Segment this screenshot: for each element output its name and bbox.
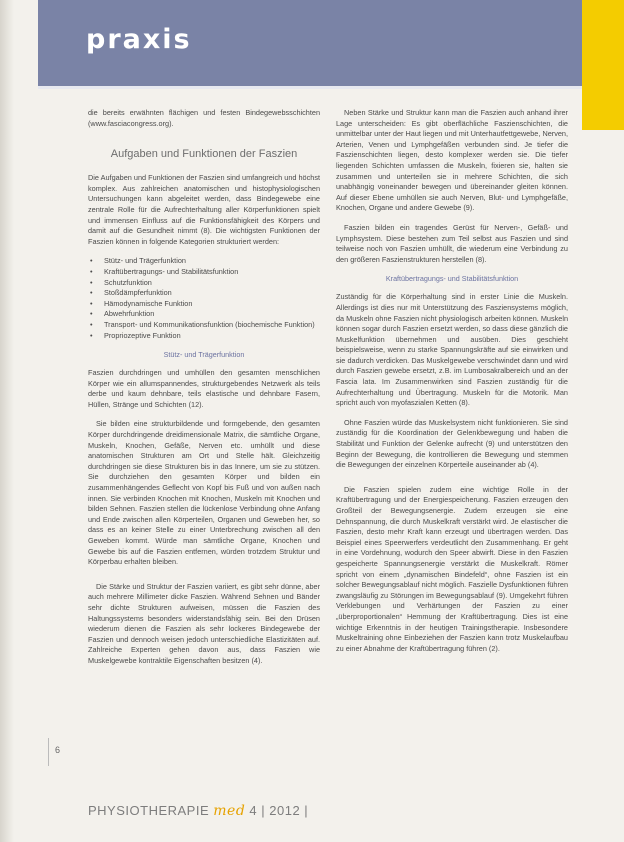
footer-masthead xyxy=(88,803,308,819)
section-heading: Aufgaben und Funktionen der Faszien xyxy=(110,148,298,161)
list-item: • Stoßdämpferfunktion xyxy=(88,288,320,299)
page-number-rule xyxy=(38,738,49,766)
list-item: • Stütz- und Trägerfunktion xyxy=(88,256,320,267)
paragraph: Ohne Faszien würde das Muskelsystem nicht funktionieren. Sie sind zuständig für die Koordination der Gelenkbewegung und haben die Stabilität und Funktion der Gelenke aufrecht (9) und unterstützen den Beginn der Bewegung, die kontrollieren die Bewegung und stemmen die Bewegungen der einzelnen Körperteile auseinander ab (4). xyxy=(336,417,568,470)
subheading: Stütz- und Trägerfunktion xyxy=(163,350,245,360)
header-divider xyxy=(38,86,620,89)
paragraph: Zuständig für die Körperhaltung sind in erster Linie die Muskeln. Allerdings ist dies nur mit Unterstützung des Fasziensystems möglich, da Muskeln ohne Faszien nicht physiologisch arbeiten können. Muskeln können sogar durch Faszien ersetzt werden, so dass diese gänzlich die Muskelfunktion übernehmen und ausüben. Dies geschieht beispielsweise, wenn zu starke Spannungskräfte auf sie einwirken und sie dadurch verdicken. Das Muskelgewebe verschwindet dann und wird durch Faszien gewebe ersetzt, z.B. im Lumbosakralbereich und an der Fascia lata. Im Zusammenwirken sind Faszien zuständig für die Aufrechterhaltung und Übertragung. Muskeln für die Motorik. Man spricht auch von myofaszialen Ketten (8). xyxy=(336,292,569,408)
page-number: 6 xyxy=(55,745,61,755)
section-tab xyxy=(582,0,624,130)
intro-paragraph: die bereits erwähnten flächigen und festen Bindegewebsschichten (www.fasciacongress.org). xyxy=(88,108,320,128)
list-item: • Abwehrfunktion xyxy=(88,309,320,320)
subheading: Kraftübertragungs- und Stabilitätsfunktion xyxy=(385,274,519,284)
footer-title: PHYSIOTHERAPIE xyxy=(88,803,210,818)
paragraph: Faszien durchdringen und umhüllen den gesamten menschlichen Körper wie ein allumspannendes, strukturgebendes Netzwerk als teils derbe und kaum dehnbare, teils elastische und dehnbare Fasern, Hüllen, Stränge und Schichten (12). xyxy=(88,368,320,409)
list-item: • Hämodynamische Funktion xyxy=(88,299,320,310)
list-item: • Transport- und Kommunikationsfunktion (biochemische Funktion) xyxy=(88,320,320,331)
list-item: • Kraftübertragungs- und Stabilitätsfunktion xyxy=(88,267,320,278)
list-item: • Propriozeptive Funktion xyxy=(88,331,320,342)
section-title: praxis xyxy=(86,24,192,55)
right-column xyxy=(336,108,568,663)
footer-logo-med: med xyxy=(213,803,246,819)
footer-issue: 4 | 2012 | xyxy=(249,803,309,818)
paragraph: Die Faszien spielen zudem eine wichtige Rolle in der Kraftübertragung und der Energiespeicherung. Faszien erzeugen den Großteil der Bewegungsenergie. Zudem erzeugen sie eine Dehnspannung, die durch Muskelkraft verstärkt wird. Je elastischer die Faszien, desto mehr Kraft kann erzeugt und übertragen werden. Das Beispiel eines Speerwerfers verdeutlicht den Zusammenhang. Er geht in eine Vordehnung, wodurch den Speer abwirft. Diese in den Faszien gespeicherte Spannungsenergie verstärkt die Muskelkraft. Römer spricht von einem „dynamischen Bindefeld“, ohne Faszien ist ein solcher Bewegungsablauf nicht möglich. Faszielle Dysfunktionen führen zwangsläufig zu Störungen im Bewegungsablauf (9). Umgekehrt führen Verklebungen und Verhärtungen der Faszien zu einer „überproportionalen“ Hemmung der Kraftübertragung. Dies ist eine wichtige Erkenntnis in der heutigen Trainingstherapie. Insbesondere Muskeltraining ohne Einbeziehen der Faszien kann trotz Muskelaufbau zu einer Abnahme der Kraftübertragung führen (2). xyxy=(336,484,569,653)
paragraph: Neben Stärke und Struktur kann man die Faszien auch anhand ihrer Lage unterscheiden: Es gibt oberflächliche Faszienschichten, die unmittelbar unter der Haut liegen und mit Unterhautfettgewebe, Nerven, Arterien, Venen und Lymphgefäßen verbunden sind. Je tiefer die Faszienschichten liegen, desto komplexer werden sie. Die tiefer liegenden Schichten umfassen die Muskeln, fixieren sie, halten sie zusammen und unterteilen sie in mehrere Schichten, die sich unabhängig voneinander bewegen und übereinander gleiten können. Auf dieser Ebene umhüllen sie auch Nerven, Blut- und Lymphgefäße, Knochen, Organe und andere Gewebe (9). xyxy=(336,108,568,213)
paragraph: Faszien bilden ein tragendes Gerüst für Nerven-, Gefäß- und Lymphsystem. Diese bestehen zum Teil selbst aus Faszien und sind teilweise noch von Faszien umhüllt, die wiederum eine Verbindung zu den größeren Faszienstrukturen herstellen (8). xyxy=(336,222,568,264)
paragraph: Die Aufgaben und Funktionen der Faszien sind umfangreich und höchst komplex. Aus zahlreichen anatomischen und histophysiologischen Untersuchungen kann abgeleitet werden, dass Bindegewebe eine zentrale Rolle für die Aufrechterhaltung aller Körperfunktionen spielt und immensen Einfluss auf die Funktionsfähigkeit des Körpers und damit auf die Gesundheit nimmt (8). Die wichtigsten Funktionen der Faszien können in folgende Kategorien strukturiert werden: xyxy=(88,173,320,246)
page-shadow xyxy=(0,0,14,842)
paragraph: Die Stärke und Struktur der Faszien variiert, es gibt sehr dünne, aber auch mehrere Millimeter dicke Faszien. Während Sehnen und Bänder sehr dichte Strukturen aufweisen, müssen die Faszien des Haltungssystems besonders widerstandsfähig sein. Bei den Drüsen wiederum dienen die Faszien als sehr lockeres Bindegewebe der Faszien und dennoch weisen jedoch unterschiedliche Elastizitäten auf. Zahlreiche Experten gehen davon aus, dass Faszien wie Muskelgewebe kontraktile Eigenschaften besitzen (4). xyxy=(88,581,320,665)
left-column xyxy=(88,108,320,676)
list-item: • Schutzfunktion xyxy=(88,278,320,289)
function-list xyxy=(88,256,320,341)
paragraph: Sie bilden eine strukturbildende und formgebende, den gesamten Körper durchdringende dreidimensionale Matrix, die sämtliche Organe, Muskeln, Knochen, Gefäße, Nerven etc. umhüllt und diese anatomischen Strukturen am Ort und Stelle hält. Gleichzeitig durchdringen sie diese Strukturen bis in das Innere, um sie zu stützen. Sie durchziehen den gesamten Körper und bilden ein zusammenhängendes Geflecht von Kopf bis Fuß und von außen nach innen. Sie verbinden Knochen mit Knochen, Muskeln mit Knochen und bilden Sehnen. Faszien stellen die lückenlose Verbindung ohne Anfang und Ende zwischen allen Körperteilen, Organen und Geweben her, so dass es an keiner Stelle zu einer Unterbrechung zwischen all den Geweben kommt. Würde man sämtliche Organe, Knochen und Gewebe bis auf die Faszien entfernen, würden trotzdem Struktur und Körperbau erhalten bleiben. xyxy=(88,419,320,567)
